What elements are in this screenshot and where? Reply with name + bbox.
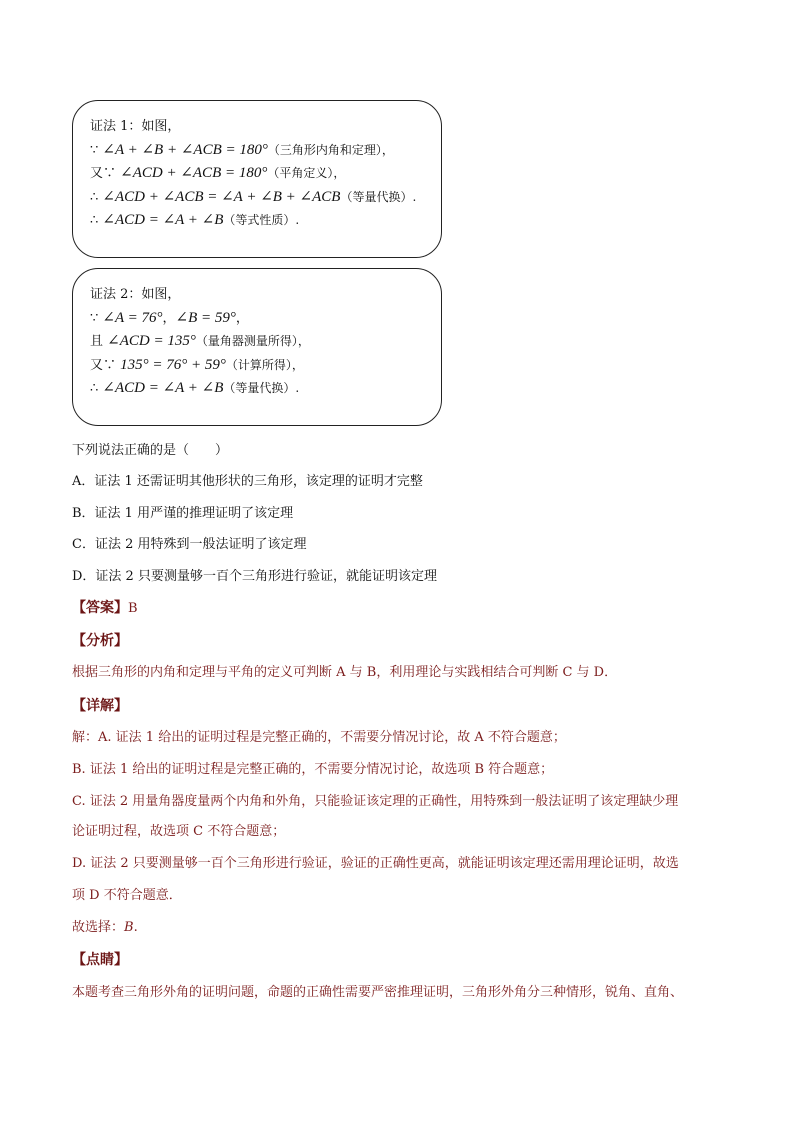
proof-2-line-5: ∴ ∠ACD = ∠A + ∠B（等量代换）.	[90, 380, 300, 397]
proof-2-line-2: ∵ ∠A = 76°，∠B = 59°，	[90, 309, 249, 326]
detail-line-4: 论证明过程，故选项 C 不符合题意；	[72, 824, 286, 839]
answer-value: B	[128, 601, 138, 616]
detail-line-3: C. 证法 2 用量角器度量两个内角和外角，只能验证该定理的正确性，用特殊到一般法证明了该定理缺少理	[72, 794, 679, 809]
analysis-text: 根据三角形的内角和定理与平角的定义可判断 A 与 B，利用理论与实践相结合可判断 C 与 D．	[72, 665, 618, 680]
analysis-tag: 【分析】	[72, 633, 128, 649]
proof-2-line-3: 且 ∠ACD = 135°（量角器测量所得），	[90, 333, 310, 350]
proof-1-line-2: ∵ ∠A + ∠B + ∠ACB = 180°（三角形内角和定理），	[90, 141, 394, 158]
proof-2-box	[72, 268, 442, 426]
detail-line-1: 解：A. 证法 1 给出的证明过程是完整正确的，不需要分情况讨论，故 A 不符合题意；	[72, 730, 566, 745]
option-b: B．证法 1 用严谨的推理证明了该定理	[72, 506, 294, 521]
detail-line-2: B. 证法 1 给出的证明过程是完整正确的，不需要分情况讨论，故选项 B 符合题意；	[72, 762, 554, 777]
detail-line-6: 项 D 不符合题意．	[72, 888, 182, 903]
proof-2-title: 证法 2：如图，	[90, 287, 181, 302]
answer-line	[72, 598, 138, 619]
proof-1-line-5: ∴ ∠ACD = ∠A + ∠B（等式性质）.	[90, 212, 300, 229]
option-d: D．证法 2 只要测量够一百个三角形进行验证，就能证明该定理	[72, 569, 437, 584]
option-c: C．证法 2 用特殊到一般法证明了该定理	[72, 537, 307, 552]
comment-text: 本题考查三角形外角的证明问题，命题的正确性需要严密推理证明，三角形外角分三种情形，锐角、直角、	[72, 985, 684, 1000]
comment-tag: 【点睛】	[72, 952, 128, 968]
detail-tag: 【详解】	[72, 698, 128, 714]
answer-tag: 【答案】	[72, 600, 128, 616]
detail-conclusion: 故选择：B.	[72, 920, 138, 935]
proof-2-line-4: 又∵ 135° = 76° + 59°（计算所得），	[90, 356, 304, 373]
proof-1-box	[72, 100, 442, 258]
proof-1-line-3: 又∵ ∠ACD + ∠ACB = 180°（平角定义），	[90, 165, 346, 182]
proof-1-title: 证法 1：如图，	[90, 119, 181, 134]
detail-line-5: D. 证法 2 只要测量够一百个三角形进行验证，验证的正确性更高，就能证明该定理还需用理论证明，故选	[72, 856, 679, 871]
proof-1-line-4: ∴ ∠ACD + ∠ACB = ∠A + ∠B + ∠ACB（等量代换）.	[90, 188, 417, 205]
question-stem: 下列说法正确的是（ ）	[72, 443, 229, 458]
option-a: A．证法 1 还需证明其他形状的三角形，该定理的证明才完整	[72, 474, 423, 489]
